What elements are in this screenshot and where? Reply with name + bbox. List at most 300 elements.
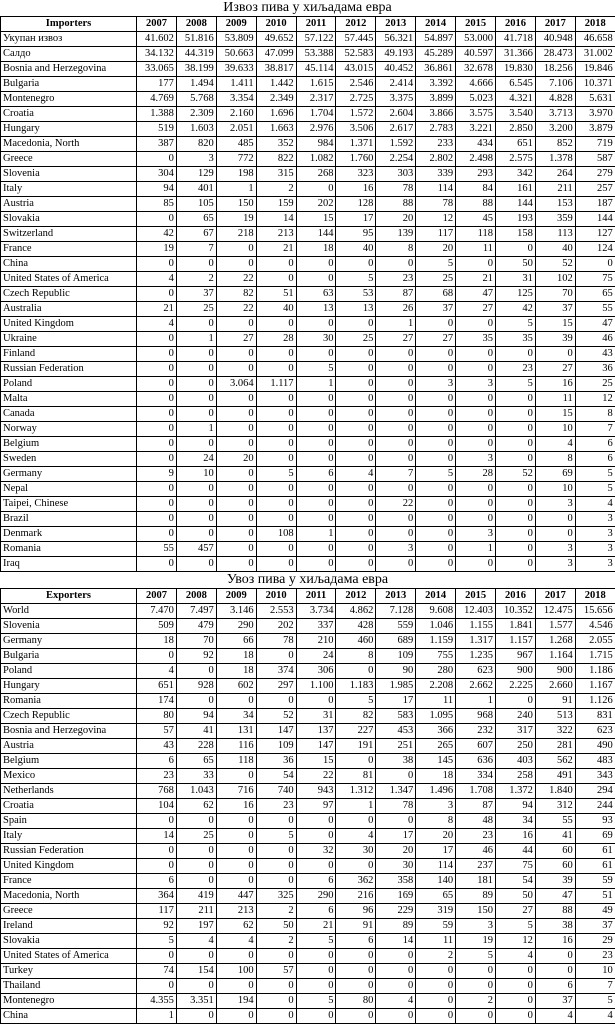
table-cell: 0	[216, 242, 256, 257]
table-cell: 719	[575, 137, 615, 152]
table-cell: 34	[216, 709, 256, 724]
table-cell: 2.976	[296, 122, 336, 137]
table-cell: 1.117	[256, 377, 296, 392]
table-cell: 21	[137, 302, 177, 317]
table-cell: 0	[456, 497, 496, 512]
table-cell: 0	[376, 769, 416, 784]
table-cell: 95	[336, 227, 376, 242]
table-cell: 22	[376, 497, 416, 512]
row-label: United States of America	[1, 272, 137, 287]
table-cell: 27	[416, 332, 456, 347]
table-cell: 0	[176, 949, 216, 964]
table-cell: 29	[575, 934, 615, 949]
table-cell: 59	[575, 874, 615, 889]
table-cell: 4	[336, 829, 376, 844]
table-cell: 12	[416, 212, 456, 227]
table-cell: 87	[456, 799, 496, 814]
table-cell: 159	[256, 197, 296, 212]
row-label: Norway	[1, 422, 137, 437]
table-cell: 0	[336, 392, 376, 407]
table-row	[1, 47, 615, 62]
table-cell: 0	[137, 407, 177, 422]
table-cell: 0	[216, 979, 256, 994]
table-cell: 967	[496, 649, 536, 664]
row-label: Montenegro	[1, 92, 137, 107]
row-label: Australia	[1, 302, 137, 317]
table-cell: 60	[535, 859, 575, 874]
row-label: Belgium	[1, 754, 137, 769]
table-cell: 38.817	[256, 62, 296, 77]
table-cell: 10.352	[496, 604, 536, 619]
table-cell: 240	[496, 709, 536, 724]
row-label: Belgium	[1, 437, 137, 452]
table-cell: 0	[176, 557, 216, 572]
table-row	[1, 332, 615, 347]
table-cell: 16	[535, 377, 575, 392]
table-cell: 25	[575, 377, 615, 392]
table-cell: 5	[496, 317, 536, 332]
table-cell: 44.319	[176, 47, 216, 62]
table-cell: 5	[336, 272, 376, 287]
table-cell: 513	[535, 709, 575, 724]
table-cell: 14	[137, 829, 177, 844]
table-cell: 268	[296, 167, 336, 182]
table-cell: 0	[456, 392, 496, 407]
table-cell: 4.828	[535, 92, 575, 107]
table-cell: 109	[376, 649, 416, 664]
table-cell: 66	[216, 634, 256, 649]
table-cell: 0	[137, 392, 177, 407]
table-cell: 3.866	[416, 107, 456, 122]
table-cell: 25	[416, 272, 456, 287]
row-label: Slovenia	[1, 167, 137, 182]
table-cell: 293	[456, 167, 496, 182]
table-cell: 4.546	[575, 619, 615, 634]
table-cell: 22	[216, 302, 256, 317]
table-cell: 55	[575, 302, 615, 317]
table-cell: 352	[256, 137, 296, 152]
table-cell: 31.366	[496, 47, 536, 62]
table-cell: 127	[575, 227, 615, 242]
row-label: Russian Federation	[1, 844, 137, 859]
table-cell: 0	[296, 437, 336, 452]
table-cell: 0	[376, 512, 416, 527]
table-cell: 1.268	[535, 634, 575, 649]
table-cell: 3	[456, 527, 496, 542]
table-cell: 50	[496, 889, 536, 904]
row-label: Bosnia and Herzegovina	[1, 724, 137, 739]
table-row	[1, 347, 615, 362]
table-cell: 0	[296, 557, 336, 572]
table-cell: 82	[336, 709, 376, 724]
table-cell: 0	[376, 407, 416, 422]
table-cell: 0	[137, 437, 177, 452]
table-row	[1, 679, 615, 694]
exports-body	[1, 32, 615, 572]
table-cell: 23	[137, 769, 177, 784]
table-cell: 317	[496, 724, 536, 739]
table-cell: 0	[296, 829, 336, 844]
table-cell: 68	[416, 287, 456, 302]
table-cell: 281	[535, 739, 575, 754]
table-row	[1, 227, 615, 242]
table-cell: 3.392	[416, 77, 456, 92]
table-cell: 46	[575, 332, 615, 347]
table-cell: 6	[575, 437, 615, 452]
table-cell: 0	[176, 814, 216, 829]
table-cell: 2.783	[416, 122, 456, 137]
table-cell: 0	[336, 362, 376, 377]
table-cell: 251	[376, 739, 416, 754]
table-cell: 10	[535, 422, 575, 437]
table-cell: 117	[416, 227, 456, 242]
table-cell: 290	[296, 889, 336, 904]
table-cell: 0	[416, 362, 456, 377]
table-cell: 46	[456, 844, 496, 859]
table-row	[1, 77, 615, 92]
table-cell: 434	[456, 137, 496, 152]
table-cell: 15.656	[575, 604, 615, 619]
table-cell: 5	[296, 362, 336, 377]
table-cell: 1.840	[535, 784, 575, 799]
table-cell: 52	[535, 257, 575, 272]
row-label: Italy	[1, 182, 137, 197]
table-cell: 78	[416, 197, 456, 212]
row-label: Ireland	[1, 919, 137, 934]
table-cell: 2.254	[376, 152, 416, 167]
exports-year-header: 2012	[336, 17, 376, 32]
table-cell: 47	[456, 287, 496, 302]
table-cell: 2.617	[376, 122, 416, 137]
table-cell: 4.666	[456, 77, 496, 92]
table-cell: 40	[535, 242, 575, 257]
table-cell: 0	[216, 512, 256, 527]
table-cell: 3.575	[456, 107, 496, 122]
table-row	[1, 814, 615, 829]
table-cell: 479	[176, 619, 216, 634]
table-cell: 54.897	[416, 32, 456, 47]
table-cell: 0	[216, 949, 256, 964]
table-row	[1, 182, 615, 197]
table-cell: 0	[256, 317, 296, 332]
table-cell: 852	[535, 137, 575, 152]
table-cell: 428	[336, 619, 376, 634]
table-cell: 56.321	[376, 32, 416, 47]
table-cell: 0	[496, 407, 536, 422]
table-cell: 0	[137, 512, 177, 527]
table-cell: 45.289	[416, 47, 456, 62]
table-cell: 0	[496, 527, 536, 542]
table-cell: 359	[535, 212, 575, 227]
table-cell: 85	[137, 197, 177, 212]
table-cell: 0	[496, 557, 536, 572]
table-cell: 5	[296, 994, 336, 1009]
table-cell: 5	[496, 377, 536, 392]
table-cell: 0	[176, 694, 216, 709]
table-row	[1, 557, 615, 572]
table-cell: 0	[416, 1009, 456, 1024]
table-cell: 0	[336, 257, 376, 272]
table-cell: 0	[416, 497, 456, 512]
table-cell: 0	[216, 769, 256, 784]
table-cell: 26	[376, 302, 416, 317]
table-cell: 1.704	[296, 107, 336, 122]
table-cell: 233	[416, 137, 456, 152]
table-cell: 37	[575, 919, 615, 934]
table-cell: 3.970	[575, 107, 615, 122]
table-cell: 0	[496, 347, 536, 362]
row-label: Croatia	[1, 799, 137, 814]
table-cell: 0	[176, 512, 216, 527]
exports-header-row	[1, 17, 615, 32]
table-cell: 17	[336, 212, 376, 227]
imports-year-header: 2013	[376, 589, 416, 604]
table-cell: 51	[256, 287, 296, 302]
table-cell: 2.160	[216, 107, 256, 122]
table-cell: 6	[137, 754, 177, 769]
table-cell: 91	[535, 694, 575, 709]
table-cell: 0	[137, 844, 177, 859]
table-cell: 0	[416, 557, 456, 572]
table-cell: 18	[216, 664, 256, 679]
table-cell: 358	[376, 874, 416, 889]
table-cell: 0	[416, 482, 456, 497]
table-cell: 1	[296, 527, 336, 542]
table-row	[1, 694, 615, 709]
table-cell: 2.662	[456, 679, 496, 694]
row-label: Bosnia and Herzegovina	[1, 62, 137, 77]
table-cell: 1.043	[176, 784, 216, 799]
table-cell: 129	[176, 167, 216, 182]
table-cell: 244	[575, 799, 615, 814]
table-cell: 3	[575, 527, 615, 542]
table-cell: 0	[176, 527, 216, 542]
table-cell: 1.442	[256, 77, 296, 92]
table-cell: 1.841	[496, 619, 536, 634]
table-cell: 174	[137, 694, 177, 709]
table-cell: 8	[535, 452, 575, 467]
table-cell: 12	[575, 392, 615, 407]
table-cell: 290	[216, 619, 256, 634]
table-cell: 69	[575, 829, 615, 844]
table-cell: 1.760	[336, 152, 376, 167]
table-cell: 74	[137, 964, 177, 979]
table-cell: 5.631	[575, 92, 615, 107]
table-cell: 232	[456, 724, 496, 739]
table-cell: 0	[376, 482, 416, 497]
table-cell: 96	[336, 904, 376, 919]
table-cell: 1.388	[137, 107, 177, 122]
table-cell: 0	[376, 979, 416, 994]
table-row	[1, 302, 615, 317]
imports-header-row	[1, 589, 615, 604]
table-cell: 109	[256, 739, 296, 754]
table-cell: 39.633	[216, 62, 256, 77]
table-cell: 0	[336, 1009, 376, 1024]
table-cell: 2.575	[496, 152, 536, 167]
table-cell: 218	[216, 227, 256, 242]
table-cell: 55	[137, 542, 177, 557]
table-cell: 216	[336, 889, 376, 904]
table-cell: 89	[376, 919, 416, 934]
table-cell: 0	[176, 1009, 216, 1024]
table-cell: 3	[456, 919, 496, 934]
table-cell: 0	[336, 452, 376, 467]
table-cell: 3	[575, 542, 615, 557]
table-cell: 44	[496, 844, 536, 859]
table-cell: 202	[296, 197, 336, 212]
table-cell: 0	[216, 437, 256, 452]
table-cell: 306	[296, 664, 336, 679]
table-cell: 197	[176, 919, 216, 934]
table-cell: 374	[256, 664, 296, 679]
table-cell: 0	[376, 422, 416, 437]
table-cell: 0	[137, 377, 177, 392]
table-cell: 10	[535, 482, 575, 497]
table-row	[1, 62, 615, 77]
table-cell: 5	[256, 829, 296, 844]
table-cell: 27	[216, 332, 256, 347]
table-cell: 108	[256, 527, 296, 542]
table-cell: 1.046	[416, 619, 456, 634]
table-cell: 0	[456, 437, 496, 452]
table-cell: 87	[376, 287, 416, 302]
table-cell: 2	[256, 182, 296, 197]
table-cell: 0	[456, 964, 496, 979]
table-cell: 2.802	[416, 152, 456, 167]
table-cell: 37	[535, 994, 575, 1009]
table-cell: 20	[376, 844, 416, 859]
table-row	[1, 859, 615, 874]
table-cell: 250	[496, 739, 536, 754]
table-cell: 0	[176, 257, 216, 272]
row-label: World	[1, 604, 137, 619]
table-cell: 0	[296, 859, 336, 874]
table-cell: 0	[416, 527, 456, 542]
table-row	[1, 904, 615, 919]
table-cell: 18.256	[535, 62, 575, 77]
imports-year-header: 2017	[535, 589, 575, 604]
table-cell: 0	[456, 422, 496, 437]
table-cell: 22	[296, 769, 336, 784]
table-cell: 334	[456, 769, 496, 784]
exports-year-header: 2015	[456, 17, 496, 32]
table-cell: 211	[176, 904, 216, 919]
table-cell: 387	[137, 137, 177, 152]
table-cell: 19.846	[575, 62, 615, 77]
exports-year-header: 2007	[137, 17, 177, 32]
table-cell: 92	[176, 649, 216, 664]
table-cell: 28	[456, 467, 496, 482]
table-cell: 0	[256, 949, 296, 964]
table-row	[1, 874, 615, 889]
table-cell: 8	[575, 407, 615, 422]
table-cell: 0	[137, 257, 177, 272]
table-cell: 38	[376, 754, 416, 769]
table-cell: 57	[137, 724, 177, 739]
table-cell: 24	[176, 452, 216, 467]
table-cell: 0	[376, 347, 416, 362]
table-cell: 15	[535, 317, 575, 332]
table-cell: 2	[416, 949, 456, 964]
table-cell: 100	[216, 964, 256, 979]
table-cell: 1.572	[336, 107, 376, 122]
table-cell: 4	[216, 934, 256, 949]
table-cell: 80	[137, 709, 177, 724]
table-cell: 0	[137, 979, 177, 994]
table-cell: 772	[216, 152, 256, 167]
table-cell: 0	[496, 497, 536, 512]
table-cell: 12.475	[535, 604, 575, 619]
table-row	[1, 482, 615, 497]
table-cell: 181	[456, 874, 496, 889]
table-cell: 0	[376, 452, 416, 467]
table-cell: 81	[336, 769, 376, 784]
row-label: United Kingdom	[1, 859, 137, 874]
table-cell: 583	[376, 709, 416, 724]
table-cell: 1.663	[256, 122, 296, 137]
table-cell: 34.132	[137, 47, 177, 62]
row-label: Malta	[1, 392, 137, 407]
table-cell: 229	[376, 904, 416, 919]
table-cell: 0	[456, 512, 496, 527]
table-cell: 0	[256, 859, 296, 874]
table-cell: 0	[137, 152, 177, 167]
table-cell: 1	[376, 317, 416, 332]
table-cell: 0	[456, 557, 496, 572]
row-label: Croatia	[1, 107, 137, 122]
table-cell: 2.604	[376, 107, 416, 122]
imports-year-header: 2014	[416, 589, 456, 604]
table-cell: 69	[535, 467, 575, 482]
table-cell: 0	[256, 844, 296, 859]
table-cell: 587	[575, 152, 615, 167]
table-cell: 88	[376, 197, 416, 212]
table-cell: 0	[296, 272, 336, 287]
table-cell: 303	[376, 167, 416, 182]
table-cell: 43	[137, 739, 177, 754]
table-cell: 0	[256, 497, 296, 512]
table-cell: 0	[416, 437, 456, 452]
table-cell: 3.734	[296, 604, 336, 619]
table-cell: 90	[376, 664, 416, 679]
table-cell: 61	[575, 859, 615, 874]
table-cell: 75	[575, 272, 615, 287]
table-cell: 202	[256, 619, 296, 634]
table-cell: 2.225	[496, 679, 536, 694]
table-cell: 0	[535, 964, 575, 979]
table-cell: 294	[575, 784, 615, 799]
table-cell: 0	[216, 257, 256, 272]
table-cell: 191	[336, 739, 376, 754]
table-cell: 1.985	[376, 679, 416, 694]
table-cell: 0	[216, 844, 256, 859]
table-cell: 0	[535, 512, 575, 527]
table-cell: 0	[296, 512, 336, 527]
table-cell: 4	[535, 1009, 575, 1024]
table-cell: 0	[216, 829, 256, 844]
table-row	[1, 407, 615, 422]
table-cell: 490	[575, 739, 615, 754]
table-cell: 0	[456, 407, 496, 422]
table-cell: 0	[296, 182, 336, 197]
table-cell: 0	[296, 392, 336, 407]
table-cell: 20	[216, 452, 256, 467]
table-cell: 150	[216, 197, 256, 212]
table-cell: 0	[336, 754, 376, 769]
table-row	[1, 994, 615, 1009]
table-cell: 0	[256, 649, 296, 664]
